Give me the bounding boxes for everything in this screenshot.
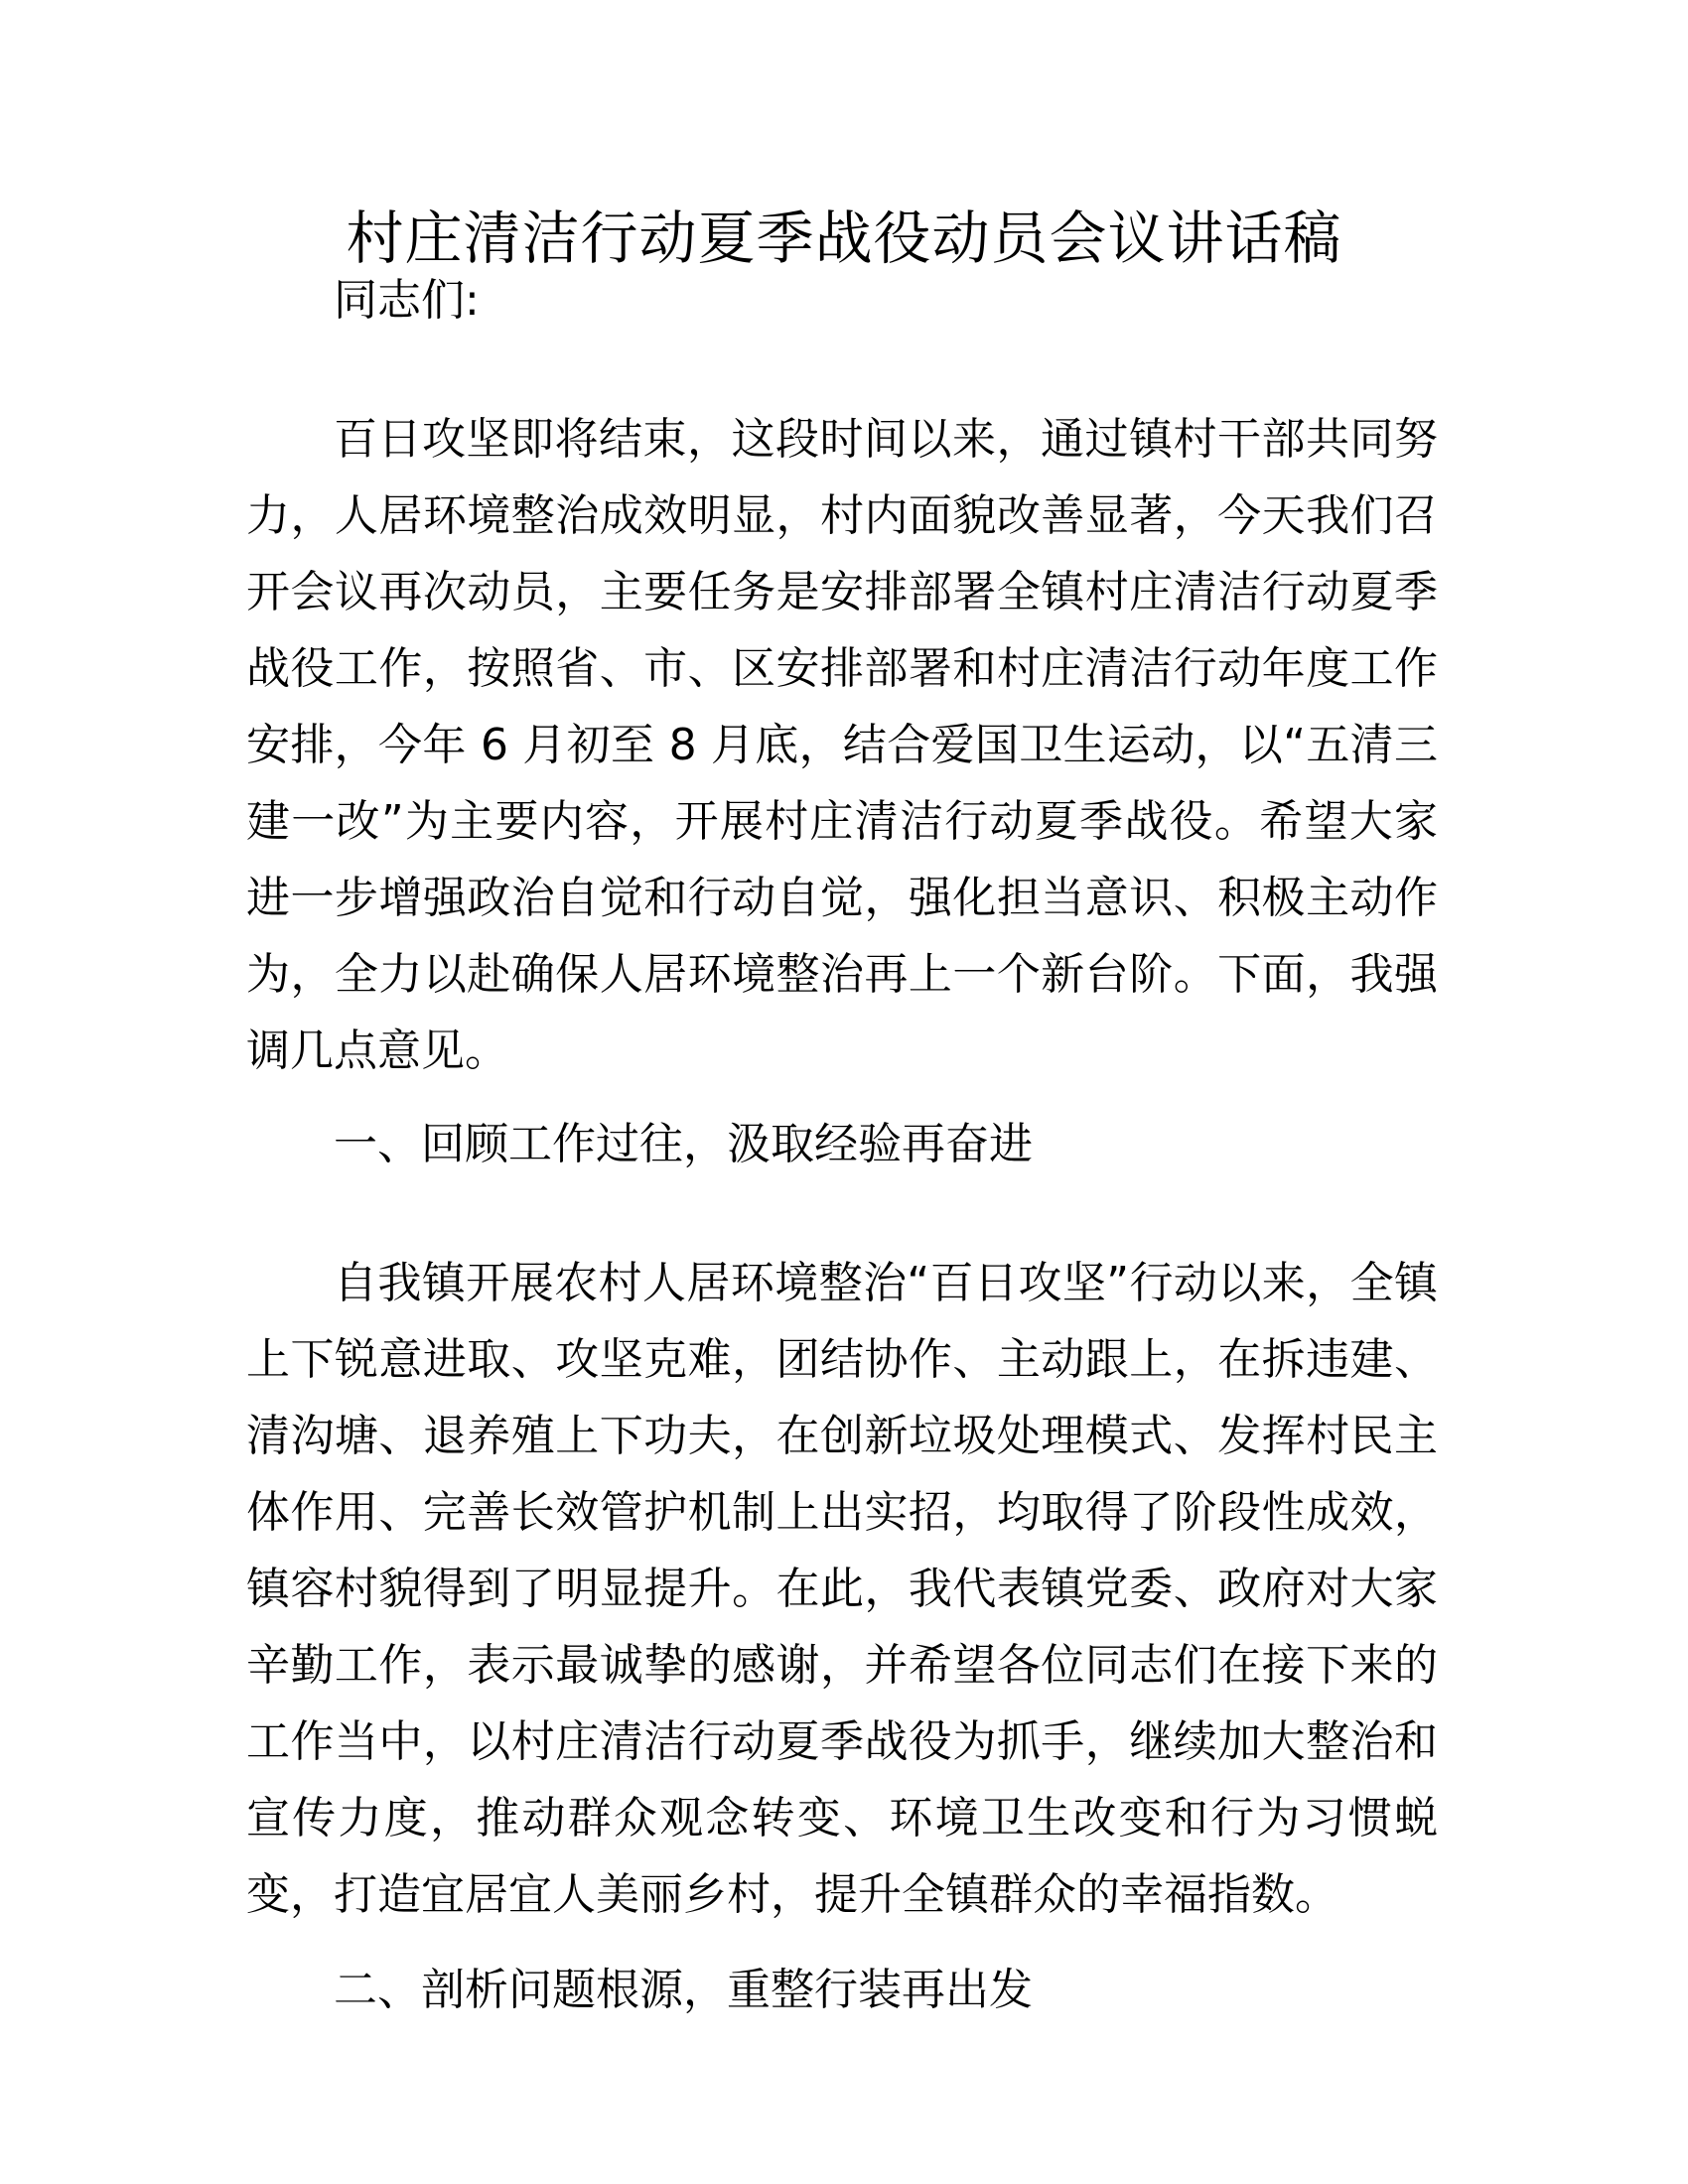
paragraph-1: 百日攻坚即将结束，这段时间以来，通过镇村干部共同努力，人居环境整治成效明显，村内面貌改善显著，今天我们召开会议再次动员，主要任务是安排部署全镇村庄清洁行动夏季战役工作，按照省、市、区安排部署和村庄清洁行动年度工作安排，今年 6 月初至 8 月底，结合爱国卫生运动，以“五清三建一改”为主要内容，开展村庄清洁行动夏季战役。希望大家进一步增强政治自觉和行动自觉，强化担当意识、积极主动作为，全力以赴确保人居环境整治再上一个新台阶。下面，我强调几点意见。: [246, 414, 1438, 1076]
section-heading-1: 一、回顾工作过往，汲取经验再奋进: [334, 1119, 1033, 1169]
paragraph-2: 自我镇开展农村人居环境整治“百日攻坚”行动以来，全镇上下锐意进取、攻坚克难，团结协作、主动跟上，在拆违建、清沟塘、退养殖上下功夫，在创新垃圾处理模式、发挥村民主体作用、完善长效管护机制上出实招，均取得了阶段性成效，镇容村貌得到了明显提升。在此，我代表镇党委、政府对大家辛勤工作，表示最诚挚的感谢，并希望各位同志们在接下来的工作当中，以村庄清洁行动夏季战役为抓手，继续加大整治和宣传力度，推动群众观念转变、环境卫生改变和行为习惯蜕变，打造宜居宜人美丽乡村，提升全镇群众的幸福指数。: [246, 1258, 1438, 1920]
greeting: 同志们:: [334, 275, 480, 326]
document-title: 村庄清洁行动夏季战役动员会议讲话稿: [346, 205, 1342, 272]
section-heading-2: 二、剖析问题根源，重整行装再出发: [334, 1965, 1033, 2015]
